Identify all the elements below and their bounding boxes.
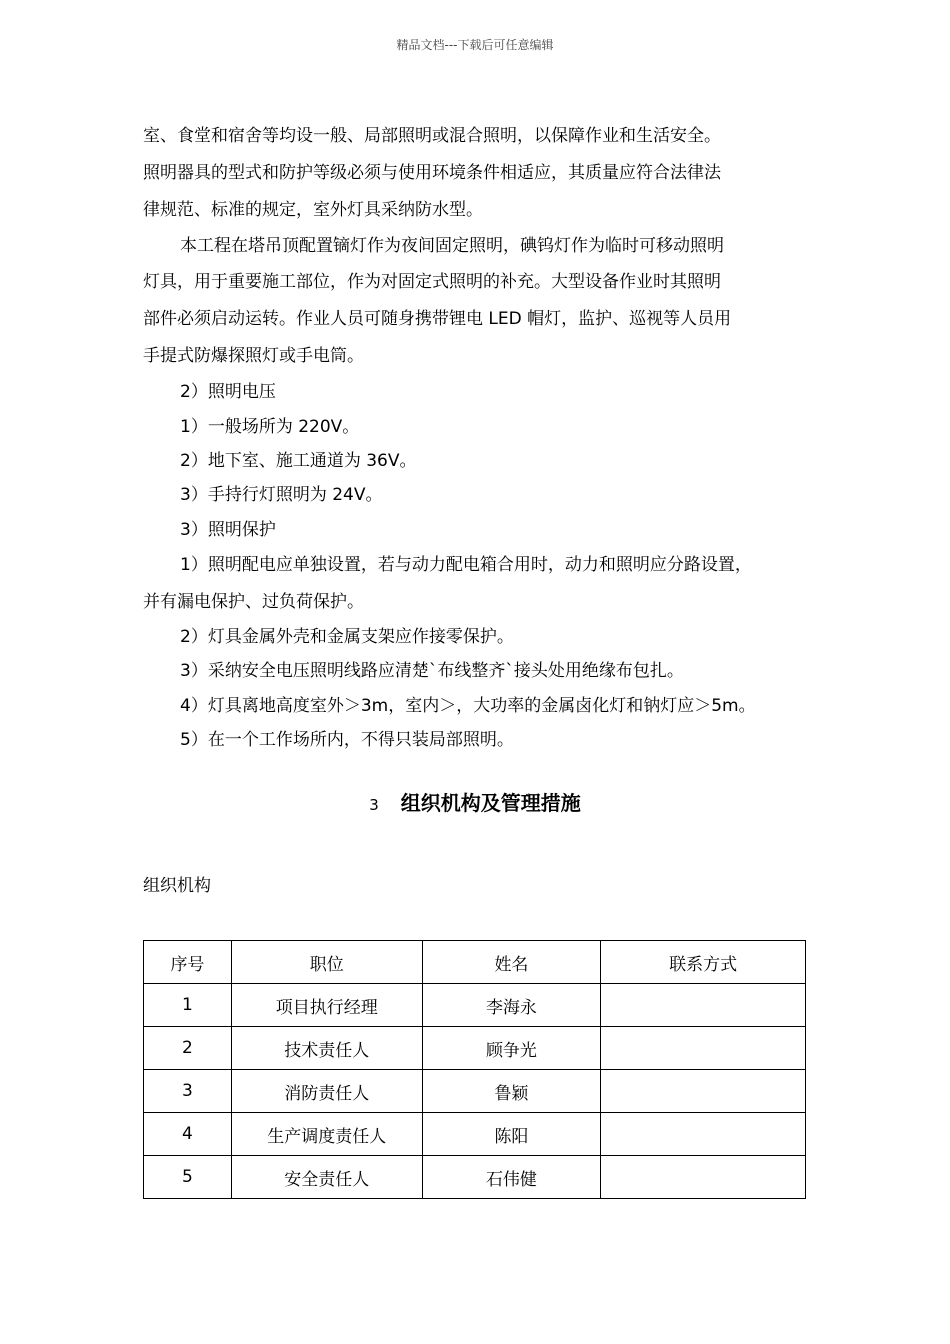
list-item: 3）手持行灯照明为 24V。 xyxy=(180,485,383,505)
cell-name: 顾争光 xyxy=(422,1027,601,1070)
list-item-continuation: 并有漏电保护、过负荷保护。 xyxy=(143,592,364,612)
cell-index: 1 xyxy=(144,984,232,1027)
section-heading xyxy=(0,785,950,823)
list-item: 3）采纳安全电压照明线路应清楚`布线整齐`接头处用绝缘布包扎。 xyxy=(180,661,684,681)
table-row xyxy=(144,1113,806,1156)
paragraph-line: 灯具，用于重要施工部位，作为对固定式照明的补充。大型设备作业时其照明 xyxy=(143,272,721,292)
organization-table xyxy=(143,940,806,1199)
column-header-position: 职位 xyxy=(231,941,422,984)
section-number: 3 xyxy=(369,796,379,814)
section-item-lighting-protection: 3）照明保护 xyxy=(180,520,276,540)
cell-contact xyxy=(601,1027,806,1070)
cell-name: 李海永 xyxy=(422,984,601,1027)
cell-index: 4 xyxy=(144,1113,232,1156)
table-row xyxy=(144,984,806,1027)
cell-index: 3 xyxy=(144,1070,232,1113)
table-row xyxy=(144,1027,806,1070)
subsection-title: 组织机构 xyxy=(143,876,211,896)
cell-position: 项目执行经理 xyxy=(231,984,422,1027)
cell-contact xyxy=(601,1070,806,1113)
table-row xyxy=(144,1156,806,1199)
list-item: 2）地下室、施工通道为 36V。 xyxy=(180,451,417,471)
list-item: 1）照明配电应单独设置，若与动力配电箱合用时，动力和照明应分路设置， xyxy=(180,555,752,575)
list-item: 1）一般场所为 220V。 xyxy=(180,417,360,437)
cell-name: 鲁颖 xyxy=(422,1070,601,1113)
paragraph-line: 本工程在塔吊顶配置镝灯作为夜间固定照明，碘钨灯作为临时可移动照明 xyxy=(180,236,724,256)
paragraph-line: 照明器具的型式和防护等级必须与使用环境条件相适应，其质量应符合法律法 xyxy=(143,163,721,183)
table-row xyxy=(144,1070,806,1113)
cell-contact xyxy=(601,1156,806,1199)
list-item: 5）在一个工作场所内，不得只装局部照明。 xyxy=(180,730,514,750)
cell-position: 生产调度责任人 xyxy=(231,1113,422,1156)
section-item-lighting-voltage: 2）照明电压 xyxy=(180,382,276,402)
cell-contact xyxy=(601,1113,806,1156)
paragraph-line: 室、食堂和宿舍等均设一般、局部照明或混合照明，以保障作业和生活安全。 xyxy=(143,126,721,146)
cell-name: 陈阳 xyxy=(422,1113,601,1156)
cell-position: 技术责任人 xyxy=(231,1027,422,1070)
column-header-name: 姓名 xyxy=(422,941,601,984)
column-header-contact: 联系方式 xyxy=(601,941,806,984)
cell-name: 石伟健 xyxy=(422,1156,601,1199)
cell-index: 2 xyxy=(144,1027,232,1070)
column-header-index: 序号 xyxy=(144,941,232,984)
list-item: 2）灯具金属外壳和金属支架应作接零保护。 xyxy=(180,627,514,647)
page-header: 精品文档---下载后可任意编辑 xyxy=(396,38,554,52)
paragraph-line: 手提式防爆探照灯或手电筒。 xyxy=(143,346,364,366)
table-header-row xyxy=(144,941,806,984)
paragraph-line: 律规范、标准的规定，室外灯具采纳防水型。 xyxy=(143,200,483,220)
cell-contact xyxy=(601,984,806,1027)
cell-index: 5 xyxy=(144,1156,232,1199)
paragraph-line: 部件必须启动运转。作业人员可随身携带锂电 LED 帽灯，监护、巡视等人员用 xyxy=(143,309,732,329)
section-title: 组织机构及管理措施 xyxy=(400,791,581,815)
cell-position: 消防责任人 xyxy=(231,1070,422,1113)
list-item: 4）灯具离地高度室外＞3m，室内＞，大功率的金属卤化灯和钠灯应＞5m。 xyxy=(180,696,756,716)
cell-position: 安全责任人 xyxy=(231,1156,422,1199)
